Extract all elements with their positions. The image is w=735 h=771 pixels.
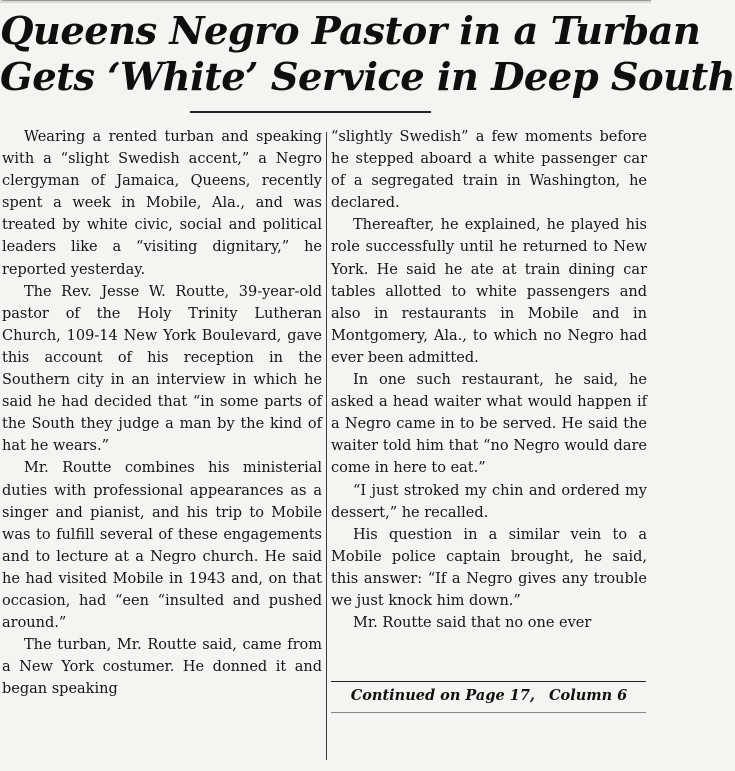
continued-text: Continued on Page 17, xyxy=(350,687,535,704)
article-paragraph: Mr. Routte said that no one ever xyxy=(353,615,592,632)
continued-rule-top xyxy=(331,681,646,682)
article-paragraph: In one such restaurant, he said, he asked a head waiter what would happen if a Negro came in to be served. He said the waiter told him that “no Negro would dare come in here to eat.” xyxy=(331,372,647,477)
article-paragraph: “I just stroked my chin and ordered my dessert,” he recalled. xyxy=(331,482,647,521)
clipping-edge-line xyxy=(2,0,651,1)
continued-column: Column 6 xyxy=(548,687,628,704)
article-paragraph: “slightly Swedish” a few moments before he stepped aboard a white passenger car of a segregated train in Washington, he declared. xyxy=(331,129,647,212)
article-paragraph: Wearing a rented turban and speaking with a “slight Swedish accent,” a Negro clergyman of Jamaica, Queens, recently spent a week in Mobile, Ala., and was treated by white civic, social and political leaders like a “visiting dignitary,” he reported yesterday. xyxy=(2,129,322,278)
article-paragraph: Mr. Routte combines his ministerial duties with professional appearances as a singer and pianist, and his trip to Mobile was to fulfill several of these engagements and to lecture at a Negro church. He said he had visited Mobile in 1943 and, on that occasion, had “een “insulted and pushed around.” xyxy=(2,460,322,632)
article-column-left xyxy=(2,126,322,700)
headline-rule xyxy=(190,111,431,113)
article-column-right xyxy=(331,126,647,634)
article-paragraph: His question in a similar vein to a Mobile police captain brought, he said, this answer: “If a Negro gives any trouble we just knock him down.” xyxy=(331,526,647,609)
article-paragraph: The turban, Mr. Routte said, came from a New York costumer. He donned it and began speaking xyxy=(2,637,322,698)
column-divider xyxy=(326,132,327,760)
article-paragraph: The Rev. Jesse W. Routte, 39-year-old pastor of the Holy Trinity Lutheran Church, 109-14 New York Boulevard, gave this account of his reception in the Southern city in an interview in which he said he had decided that “in some parts of the South they judge a man by the kind of hat he wears.” xyxy=(2,283,322,455)
continued-rule-bottom xyxy=(331,712,646,713)
headline-line-2: Gets ‘White’ Service in Deep South xyxy=(0,55,735,100)
article-paragraph: Thereafter, he explained, he played his role successfully until he returned to New York. He said he ate at train dining car tables allotted to white passengers and also in restaurants in Mobile and in Montgomery, Ala., to which no Negro had ever been admitted. xyxy=(331,217,647,366)
continued-line xyxy=(331,687,647,704)
headline-line-1: Queens Negro Pastor in a Turban xyxy=(0,9,701,54)
